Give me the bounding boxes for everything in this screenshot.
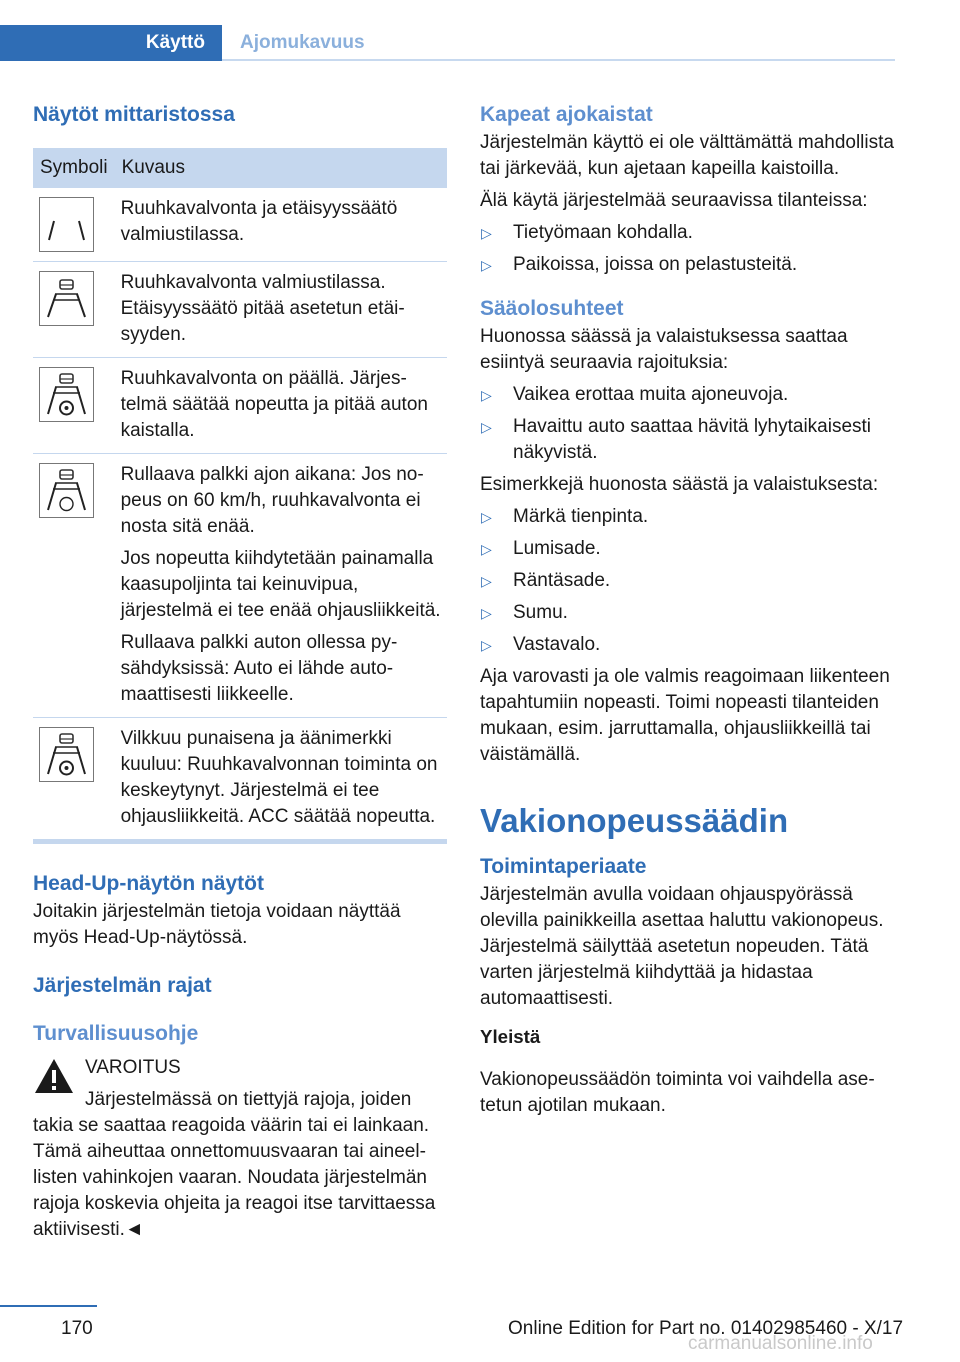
list-item-text: Vaikea erottaa muita ajoneuvoja. bbox=[513, 384, 789, 405]
list-item bbox=[480, 252, 895, 278]
footer-line bbox=[0, 1305, 97, 1307]
row-desc: Rullaava palkki auton ollessa pysähdyksissä: Auto ei lähde automaattisesti liikkeelle. bbox=[120, 632, 398, 705]
lane-car-wheel-outline-icon bbox=[39, 463, 94, 518]
lane-car-wheel-icon bbox=[39, 367, 94, 422]
list-item-text: Räntäsade. bbox=[513, 570, 611, 591]
triangle-bullet-icon: ▷ bbox=[481, 419, 492, 435]
header-tabs bbox=[0, 25, 895, 61]
edition-text: Online Edition for Part no. 01402985460 - X/17 bbox=[508, 1318, 904, 1339]
row-desc: Ruuhkavalvonta valmiustilassa. Etäisyyssäätö pitää asetetun etäisyyden. bbox=[120, 272, 405, 345]
cruise-control-title: Vakionopeussäädin bbox=[480, 802, 789, 839]
row-desc: Rullaava palkki ajon aikana: Jos nopeus on 60 km/h, ruuhkavalvonta ei nosta sitä enää. bbox=[120, 464, 424, 537]
list-item bbox=[480, 632, 895, 658]
list-item bbox=[480, 568, 895, 594]
triangle-bullet-icon: ▷ bbox=[481, 225, 492, 241]
triangle-bullet-icon: ▷ bbox=[481, 573, 492, 589]
hud-text: Joitakin järjestelmän tietoja voidaan näyttää myös Head-Up-näytössä. bbox=[33, 901, 401, 948]
drive-text: Aja varovasti ja ole valmis reagoimaan liikenteen tapahtumiin nopeasti. Toimi nopeasti tilanteiden mukaan, esim. jarruttamalla, ohjausliikkeillä tai väistämällä. bbox=[480, 666, 890, 765]
tab-kaytto-label: Käyttö bbox=[145, 32, 205, 53]
row-desc: Ruuhkavalvonta ja etäisyyssäätö valmiustilassa. bbox=[120, 198, 398, 245]
lane-car-wheel-red-icon bbox=[39, 727, 94, 782]
lane-car-icon bbox=[39, 271, 94, 326]
narrow-lanes-list bbox=[480, 220, 895, 278]
limits-title: Järjestelmän rajat bbox=[33, 974, 212, 997]
list-item-text: Märkä tienpinta. bbox=[513, 506, 649, 527]
list-item-text: Paikoissa, joissa on pelastusteitä. bbox=[513, 254, 798, 275]
tab-divider-line bbox=[222, 59, 895, 61]
table-row bbox=[33, 188, 447, 262]
list-item bbox=[480, 220, 895, 246]
list-item-text: Havaittu auto saattaa hävitä lyhytaikaisesti näkyvistä. bbox=[513, 416, 872, 463]
list-item bbox=[480, 414, 895, 466]
row-desc: Ruuhkavalvonta on päällä. Järjestelmä säätää nopeutta ja pitää auton kaistalla. bbox=[120, 368, 428, 441]
list-item bbox=[480, 536, 895, 562]
narrow-lanes-text: Järjestelmän käyttö ei ole välttämättä mahdollista tai järkevää, kun ajetaan kapeilla kaistoilla. bbox=[480, 132, 894, 179]
row-desc: Vilkkuu punaisena ja äänimerkki kuuluu: Ruuhkavalvonnan toiminta on keskeytynyt. Järjestelmä ei tee ohjausliikkeitä. ACC säätää nopeutta. bbox=[120, 728, 438, 827]
table-row bbox=[33, 358, 447, 454]
examples-list bbox=[480, 504, 895, 658]
triangle-bullet-icon: ▷ bbox=[481, 509, 492, 525]
table-row bbox=[33, 262, 447, 358]
tab-kaytto[interactable] bbox=[0, 25, 222, 61]
col-header-desc: Kuvaus bbox=[115, 148, 447, 188]
narrow-lanes-text2: Älä käytä järjestelmää seuraavissa tilanteissa: bbox=[480, 190, 868, 211]
safety-title: Turvallisuusohje bbox=[33, 1022, 199, 1045]
examples-text: Esimerkkejä huonosta säästä ja valaistuksesta: bbox=[480, 474, 879, 495]
general-text: Vakionopeussäädön toiminta voi vaihdella asetetun ajotilan mukaan. bbox=[480, 1068, 875, 1116]
triangle-bullet-icon: ▷ bbox=[481, 637, 492, 653]
list-item bbox=[480, 504, 895, 530]
page-number: 170 bbox=[61, 1318, 93, 1339]
list-item-text: Vastavalo. bbox=[513, 634, 601, 655]
list-item-text: Lumisade. bbox=[513, 538, 601, 559]
warning-label: VAROITUS bbox=[85, 1057, 181, 1078]
tab-ajomukavuus-label: Ajomukavuus bbox=[240, 32, 365, 53]
principle-text: Järjestelmän avulla voidaan ohjauspyörässä olevilla painikkeilla asettaa haluttu vakionopeus. Järjestelmä säilyttää asetetun nopeuden. Tätä varten järjestelmä kiihdyttää ja hidastaa automaattisesti. bbox=[480, 884, 884, 1009]
weather-list bbox=[480, 382, 895, 466]
warning-text: Järjestelmässä on tiettyjä rajoja, joiden takia se saattaa reagoida väärin tai ei lainkaan. Tämä aiheuttaa onnettomuusvaaran tai aineellisten vahinkojen vaaran. Noudata järjestelmän rajoja koskevia ohjeita ja reagoi itse tarvittaessa aktiivisesti.◄ bbox=[33, 1089, 436, 1240]
triangle-bullet-icon: ▷ bbox=[481, 387, 492, 403]
row-desc: Jos nopeutta kiihdytetään painamalla kaasupoljinta tai keinuvipua, järjestelmä ei tee enää ohjausliikkeitä. bbox=[120, 548, 441, 621]
lane-lines-icon bbox=[39, 197, 94, 252]
section-title-displays: Näytöt mittaristossa bbox=[33, 103, 235, 126]
symbol-table bbox=[33, 148, 447, 844]
list-item-text: Tietyömaan kohdalla. bbox=[513, 222, 693, 243]
warning-triangle-icon bbox=[33, 1057, 75, 1100]
watermark: carmanualsonline.info bbox=[688, 1333, 873, 1354]
col-header-symbol: Symboli bbox=[33, 148, 115, 188]
triangle-bullet-icon: ▷ bbox=[481, 605, 492, 621]
general-title: Yleistä bbox=[480, 1026, 541, 1047]
weather-title: Sääolosuhteet bbox=[480, 297, 624, 320]
left-column bbox=[33, 100, 447, 1243]
list-item-text: Sumu. bbox=[513, 602, 568, 623]
list-item bbox=[480, 382, 895, 408]
principle-title: Toimintaperiaate bbox=[480, 855, 647, 878]
hud-title: Head-Up-näytön näytöt bbox=[33, 872, 264, 895]
table-row bbox=[33, 718, 447, 842]
table-row bbox=[33, 454, 447, 718]
triangle-bullet-icon: ▷ bbox=[481, 541, 492, 557]
list-item bbox=[480, 600, 895, 626]
warning-block bbox=[33, 1055, 447, 1081]
weather-text: Huonossa säässä ja valaistuksessa saattaa esiintyä seuraavia rajoituksia: bbox=[480, 326, 848, 373]
narrow-lanes-title: Kapeat ajokaistat bbox=[480, 103, 653, 126]
tab-ajomukavuus[interactable] bbox=[240, 25, 365, 61]
right-column bbox=[480, 100, 895, 1119]
triangle-bullet-icon: ▷ bbox=[481, 257, 492, 273]
